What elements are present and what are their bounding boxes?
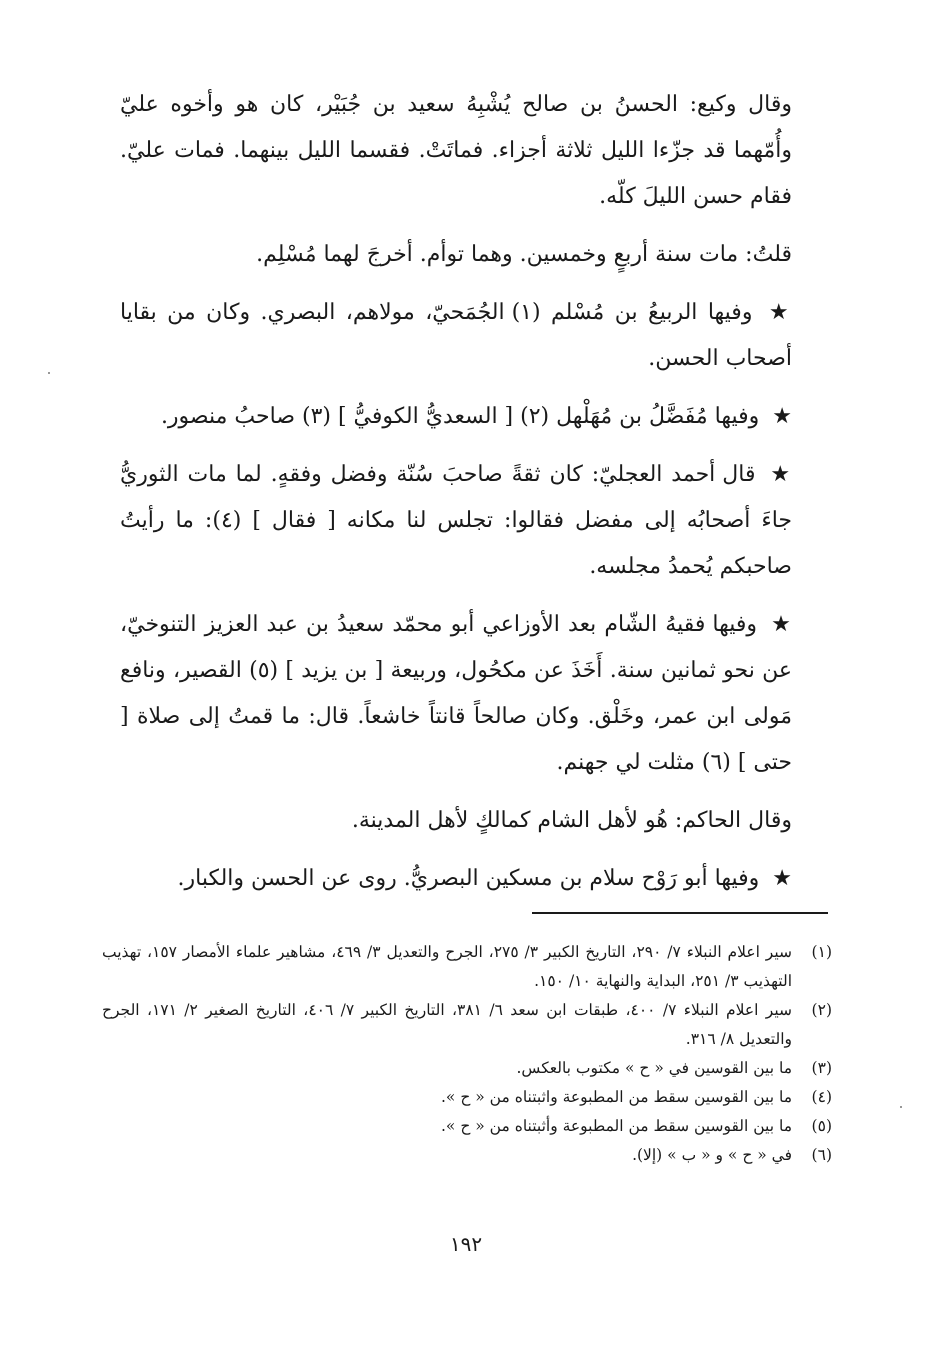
footnote-text: ما بين القوسين سقط من المطبوعة وأثبتناه من « ح ». xyxy=(441,1117,792,1135)
footnote-item xyxy=(102,1083,832,1112)
star-icon: ★ xyxy=(771,612,792,637)
paragraph-text: قلتُ: مات سنة أربعٍ وخمسين. وهما توأم. أخرجَ لهما مُسْلِم. xyxy=(256,242,792,267)
paragraph-text: وفيها فقيهُ الشّام بعد الأوزاعي أبو محمّد سعيدُ بن عبد العزيز التنوخيّ، عن نحو ثمانين سنة. أَخَذَ عن مكحُول، وربيعة [ بن يزيد ] (٥) القصير، ونافع مَولى ابن عمر، وخَلْق. وكان صالحاً قانتاً خاشعاً. قال: ما قمتُ إلى صلاة [ حتى ] (٦) مثلت لي جهنم. xyxy=(120,612,792,775)
scan-speck xyxy=(900,1106,902,1108)
paragraph-text: وفيها الربيعُ بن مُسْلم (١) الجُمَحيّ، مولاهم، البصري. وكان من بقايا أصحاب الحسن. xyxy=(120,300,792,371)
paragraph-qultu xyxy=(120,232,820,278)
footnote-text: سير اعلام النبلاء ٧/ ٤٠٠، طبقات ابن سعد ٦/ ٣٨١، التاريخ الكبير ٧/ ٤٠٦، التاريخ الصغير ٢/ ١٧١، الجرح والتعديل ٨/ ٣١٦. xyxy=(102,1001,792,1048)
main-text xyxy=(120,82,820,914)
footnote-item xyxy=(102,1054,832,1083)
paragraph-text: وفيها أبو رَوْح سلام بن مسكين البصريُّ. روى عن الحسن والكبار. xyxy=(177,866,760,891)
paragraph-ijli xyxy=(120,452,820,590)
paragraph-text: وفيها مُفَضَّلُ بن مُهَلْهل (٢) [ السعديُّ الكوفيُّ ] (٣) صاحبُ منصور. xyxy=(160,404,760,429)
star-icon: ★ xyxy=(772,404,792,429)
footnotes xyxy=(102,938,832,1170)
footnote-number: (٦) xyxy=(811,1146,832,1164)
paragraph-sallam xyxy=(120,856,820,902)
footnote-number: (٣) xyxy=(811,1059,832,1077)
footnote-item xyxy=(102,996,832,1054)
paragraph-said xyxy=(120,602,820,786)
star-icon: ★ xyxy=(770,462,792,487)
paragraph-text: وقال الحاكم: هُو لأهل الشام كمالكٍ لأهل المدينة. xyxy=(351,808,792,833)
footnote-text: ما بين القوسين سقط من المطبوعة واثبتناه من « ح ». xyxy=(441,1088,792,1106)
paragraph-mufaddal xyxy=(120,394,820,440)
footnote-number: (١) xyxy=(811,943,832,961)
footnote-text: في « ح » و « ب » (إلا). xyxy=(632,1146,792,1164)
footnote-divider xyxy=(532,912,828,914)
paragraph-waki xyxy=(120,82,820,220)
paragraph-hakim xyxy=(120,798,820,844)
footnote-number: (٢) xyxy=(811,1001,832,1019)
footnote-text: سير اعلام النبلاء ٧/ ٢٩٠، التاريخ الكبير ٣/ ٢٧٥، الجرح والتعديل ٣/ ٤٦٩، مشاهير علماء الأمصار ١٥٧، تهذيب التهذيب ٣/ ٢٥١، البداية والنهاية ١٠/ ١٥٠. xyxy=(102,943,793,990)
footnote-text: ما بين القوسين في « ح » مكتوب بالعكس. xyxy=(516,1059,792,1077)
page-number: ١٩٢ xyxy=(449,1232,483,1256)
footnote-item xyxy=(102,1141,832,1170)
scan-speck xyxy=(48,372,50,374)
footnote-number: (٥) xyxy=(811,1117,832,1135)
star-icon: ★ xyxy=(768,300,792,325)
footnote-number: (٤) xyxy=(811,1088,832,1106)
footnote-item xyxy=(102,938,832,996)
star-icon: ★ xyxy=(772,866,792,891)
paragraph-text: قال أحمد العجليّ: كان ثقةً صاحبَ سُنّة وفضل وفقهٍ. لما مات الثوريُّ جاءَ أصحابُه إلى مفضل فقالوا: تجلس لنا مكانه [ فقال ] (٤): ما رأيتُ صاحبكم يُحمدُ مجلسه. xyxy=(120,462,792,579)
footnote-item xyxy=(102,1112,832,1141)
paragraph-text: وقال وكيع: الحسنُ بن صالح يُشْبِهُ سعيد بن جُبَيْر، كان هو وأخوه عليّ وأُمّهما قد جزّءا الليل ثلاثة أجزاء. فماتَتْ. فقسما الليل بينهما. فمات عليّ. فقام حسن الليلَ كلّه. xyxy=(120,92,792,209)
paragraph-rabi xyxy=(120,290,820,382)
